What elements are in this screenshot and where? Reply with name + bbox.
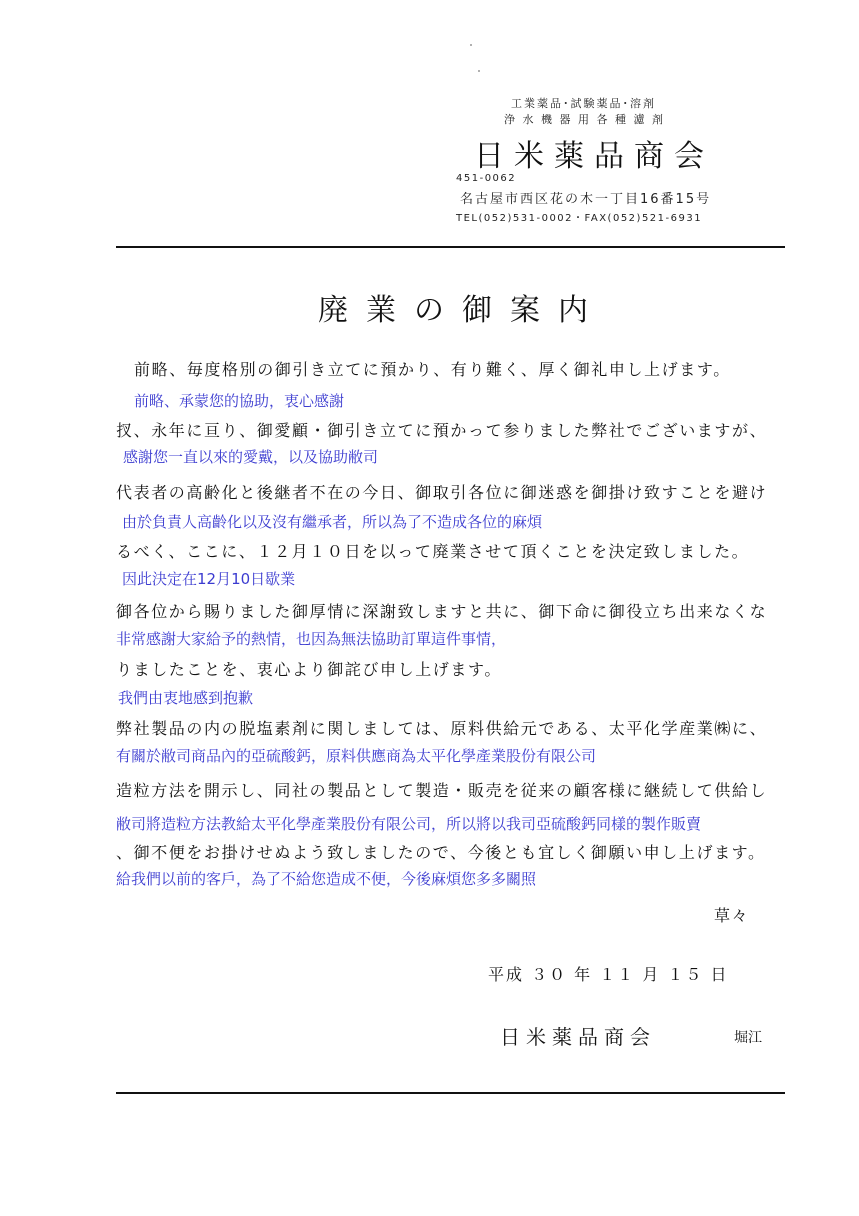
closing-salutation: 草々 bbox=[714, 906, 750, 925]
para-3-jp: 代表者の高齢化と後継者不在の今日、御取引各位に御迷惑を御掛け致すことを避け bbox=[116, 483, 768, 502]
para-8-jp: 造粒方法を開示し、同社の製品として製造・販売を従来の顧客様に継続して供給し bbox=[116, 781, 768, 800]
para-1-zh: 前略、承蒙您的協助，衷心感謝 bbox=[134, 392, 345, 410]
para-2-zh: 感謝您一直以來的愛戴，以及協助敝司 bbox=[123, 448, 379, 466]
para-7-zh: 有關於敝司商品內的亞硫酸鈣，原料供應商為太平化學產業股份有限公司 bbox=[116, 747, 597, 765]
para-4-jp: るべく、ここに、１２月１０日を以って廃業させて頂くことを決定致しました。 bbox=[116, 542, 750, 561]
para-3-zh: 由於負責人高齡化以及沒有繼承者，所以為了不造成各位的麻煩 bbox=[122, 513, 543, 531]
para-6-zh: 我們由衷地感到抱歉 bbox=[118, 689, 254, 707]
scan-speck bbox=[478, 70, 480, 72]
para-4-zh: 因此決定在12月10日歇業 bbox=[122, 570, 296, 588]
para-7-jp: 弊社製品の内の脱塩素剤に関しましては、原料供給元である、太平化学産業㈱に、 bbox=[116, 719, 768, 738]
signature-name: 堀江 bbox=[734, 1030, 762, 1046]
para-5-zh: 非常感謝大家給予的熱情，也因為無法協助訂單這件事情， bbox=[116, 630, 507, 648]
para-5-jp: 御各位から賜りました御厚情に深謝致しますと共に、御下命に御役立ち出来なくな bbox=[116, 602, 768, 621]
company-name: 日米薬品商会 bbox=[474, 139, 714, 174]
letter-date: 平成 ３０ 年 １１ 月 １５ 日 bbox=[488, 965, 729, 984]
top-divider bbox=[116, 246, 785, 248]
para-1-jp: 前略、毎度格別の御引き立てに預かり、有り難く、厚く御礼申し上げます。 bbox=[134, 360, 731, 379]
para-9-jp: 、御不便をお掛けせぬよう致しましたので、今後とも宜しく御願い申し上げます。 bbox=[116, 843, 766, 862]
scan-speck bbox=[470, 44, 472, 46]
bottom-divider bbox=[116, 1092, 785, 1094]
signature-company: 日米薬品商会 bbox=[500, 1025, 656, 1049]
tel-fax: TEL(052)531-0002・FAX(052)521-6931 bbox=[456, 213, 703, 224]
para-2-jp: 扠、永年に亘り、御愛顧・御引き立てに預かって参りました弊社でございますが、 bbox=[116, 421, 768, 440]
para-9-zh: 給我們以前的客戶，為了不給您造成不便，今後麻煩您多多關照 bbox=[116, 870, 537, 888]
products-line-2: 浄 水 機 器 用 各 種 濾 剤 bbox=[504, 113, 665, 126]
para-6-jp: りましたことを、衷心より御詫び申し上げます。 bbox=[116, 660, 502, 679]
postal-code: 451-0062 bbox=[456, 173, 517, 184]
products-line-1: 工業薬品･試験薬品･溶剤 bbox=[511, 97, 656, 110]
address: 名古屋市西区花の木一丁目16番15号 bbox=[460, 192, 712, 207]
page-title: 廃業の御案内 bbox=[318, 293, 606, 328]
para-8-zh: 敝司將造粒方法教給太平化學產業股份有限公司，所以將以我司亞硫酸鈣同樣的製作販賣 bbox=[116, 815, 702, 833]
